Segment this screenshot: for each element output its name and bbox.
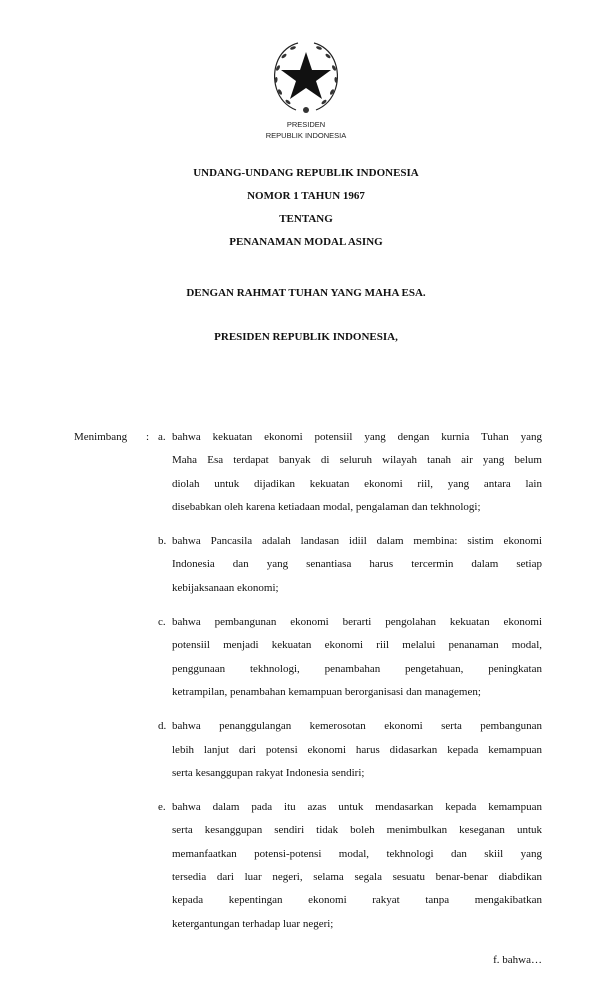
item-letter: d. [158, 720, 167, 733]
text-line: bahwa penanggulangan kemerosotan ekonomi serta pembangunan [172, 720, 542, 733]
item-text [172, 615, 542, 708]
item-letter: c. [158, 616, 166, 629]
item-text [172, 534, 542, 604]
law-number: NOMOR 1 TAHUN 1967 [247, 190, 365, 202]
emblem-caption-line2: REPUBLIK INDONESIA [265, 131, 347, 140]
text-line: bahwa dalam pada itu azas untuk mendasarkan kepada kemampuan [172, 801, 542, 814]
considering-item [158, 615, 542, 708]
text-line: kepada kepentingan ekonomi rakyat tanpa mengakibatkan [172, 894, 542, 907]
item-letter: a. [158, 431, 166, 443]
text-line: ketrampilan, penambahan kemampuan berorganisasi dan managemen; [172, 685, 481, 698]
item-text [172, 719, 542, 789]
issuer: PRESIDEN REPUBLIK INDONESIA, [214, 331, 398, 343]
continuation-note: f. bahwa… [493, 953, 542, 966]
considering-item [158, 534, 542, 604]
preamble: DENGAN RAHMAT TUHAN YANG MAHA ESA. [186, 287, 426, 299]
text-line: diolah untuk dijadikan kekuatan ekonomi riil, yang antara lain [172, 477, 542, 490]
text-line: tersedia dari luar negeri, selama segala sesuatu benar-benar diabdikan [172, 871, 542, 884]
considering-colon: : [146, 431, 150, 443]
item-letter: e. [158, 801, 166, 814]
text-line: serta kesanggupan rakyat Indonesia sendiri; [172, 766, 365, 779]
law-subject: PENANAMAN MODAL ASING [229, 236, 383, 248]
considering-item [158, 430, 542, 523]
text-line: potensiil menjadi kekuatan ekonomi riil melalui penanaman modal, [172, 639, 542, 652]
text-line: lebih lanjut dari potensi ekonomi harus didasarkan kepada kemampuan [172, 743, 542, 756]
item-text [172, 800, 542, 940]
text-line: Indonesia dan yang senantiasa harus tercermin dalam setiap [172, 558, 542, 571]
text-line: bahwa kekuatan ekonomi potensiil yang dengan kurnia Tuhan yang [172, 431, 542, 443]
considering-label: Menimbang [74, 431, 128, 443]
law-title: UNDANG-UNDANG REPUBLIK INDONESIA [193, 167, 419, 179]
item-text [172, 430, 542, 523]
text-line: serta kesanggupan sendiri tidak boleh menimbulkan keseganan untuk [172, 824, 542, 837]
considering-list [158, 430, 542, 967]
text-line: disebabkan oleh karena ketiadaan modal, pengalaman dan tekhnologi; [172, 500, 481, 513]
presidential-emblem-icon [266, 38, 346, 118]
text-line: memanfaatkan potensi-potensi modal, tekhnologi dan skiil yang [172, 847, 542, 860]
emblem-caption-line1: PRESIDEN [286, 120, 326, 129]
text-line: bahwa Pancasila adalah landasan idiil dalam membina: sistim ekonomi [172, 535, 542, 548]
law-about: TENTANG [279, 213, 333, 225]
text-line: kebijaksanaan ekonomi; [172, 581, 279, 594]
text-line: bahwa pembangunan ekonomi berarti pengolahan kekuatan ekonomi [172, 616, 542, 629]
item-letter: b. [158, 535, 167, 548]
considering-item [158, 719, 542, 789]
text-line: Maha Esa terdapat banyak di seluruh wilayah tanah air yang belum [172, 454, 542, 467]
considering-item [158, 800, 542, 940]
text-line: penggunaan tekhnologi, penambahan pengetahuan, peningkatan [172, 662, 542, 675]
text-line: ketergantungan terhadap luar negeri; [172, 917, 334, 930]
